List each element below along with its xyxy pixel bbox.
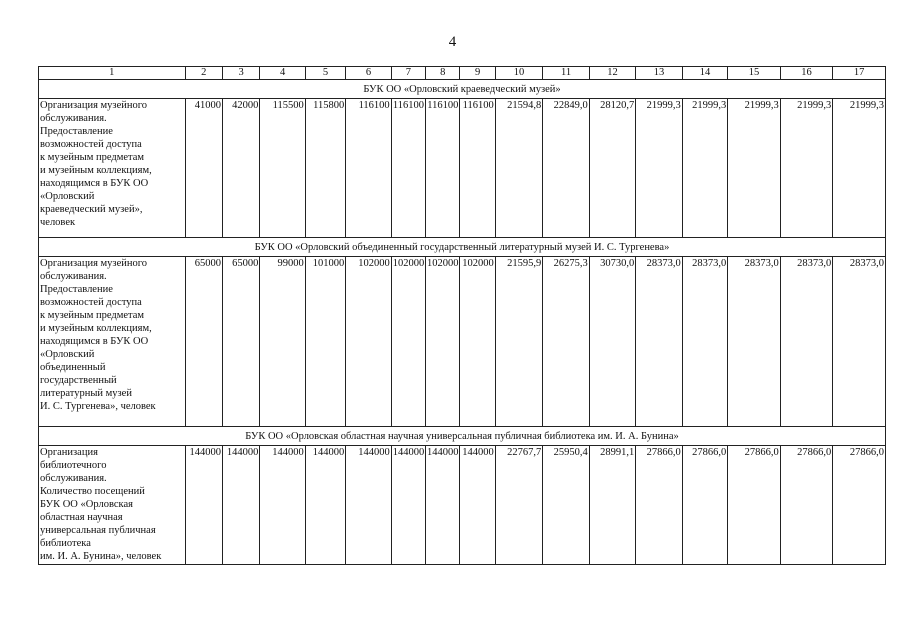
value-cell: 65000 — [222, 257, 259, 427]
description-line: возможностей доступа — [40, 139, 142, 150]
description-line: государственный — [40, 375, 117, 386]
description-line: И. С. Тургенева», человек — [40, 401, 156, 412]
value-cell: 144000 — [346, 446, 391, 565]
header-cell: 9 — [460, 67, 495, 80]
value-cell: 144000 — [426, 446, 460, 565]
value-cell: 26275,3 — [543, 257, 589, 427]
description-line: областная научная — [40, 512, 123, 523]
description-line: и музейным коллекциям, — [40, 323, 152, 334]
description-line: универсальная публичная — [40, 525, 156, 536]
value-cell: 41000 — [185, 99, 222, 238]
section-title: БУК ОО «Орловский краеведческий музей» — [39, 80, 886, 99]
value-cell: 28120,7 — [589, 99, 635, 238]
value-cell: 21999,3 — [728, 99, 781, 238]
value-cell: 28373,0 — [728, 257, 781, 427]
description-line: находящимся в БУК ОО — [40, 336, 149, 347]
section-title: БУК ОО «Орловская областная научная универсальная публичная библиотека им. И. А. Бунина» — [39, 427, 886, 446]
header-cell: 11 — [543, 67, 589, 80]
data-row — [39, 99, 886, 238]
indicator-description — [39, 257, 186, 427]
description-line: к музейным предметам — [40, 152, 145, 163]
value-cell: 144000 — [260, 446, 305, 565]
value-cell: 116100 — [391, 99, 425, 238]
description-line: Предоставление — [40, 284, 113, 295]
value-cell: 21999,3 — [682, 99, 727, 238]
section-title-row — [39, 238, 886, 257]
value-cell: 115500 — [260, 99, 305, 238]
value-cell: 144000 — [222, 446, 259, 565]
description-line: краеведческий музей», — [40, 204, 143, 215]
value-cell: 21999,3 — [780, 99, 833, 238]
header-cell: 15 — [728, 67, 781, 80]
description-line: объединенный — [40, 362, 106, 373]
description-line: обслуживания. — [40, 473, 107, 484]
value-cell: 27866,0 — [780, 446, 833, 565]
indicators-table — [38, 66, 886, 565]
data-row — [39, 257, 886, 427]
description-line: библиотека — [40, 538, 91, 549]
header-cell: 2 — [185, 67, 222, 80]
value-cell: 21595,9 — [495, 257, 543, 427]
description-line: обслуживания. — [40, 271, 107, 282]
header-cell: 4 — [260, 67, 305, 80]
value-cell: 144000 — [305, 446, 345, 565]
value-cell: 27866,0 — [833, 446, 886, 565]
description-line: библиотечного — [40, 460, 107, 471]
description-line: находящимся в БУК ОО — [40, 178, 149, 189]
value-cell: 116100 — [460, 99, 495, 238]
description-line: им. И. А. Бунина», человек — [40, 551, 162, 562]
header-cell: 8 — [426, 67, 460, 80]
data-row — [39, 446, 886, 565]
value-cell: 28373,0 — [636, 257, 682, 427]
value-cell: 22767,7 — [495, 446, 543, 565]
value-cell: 102000 — [391, 257, 425, 427]
header-cell: 1 — [39, 67, 186, 80]
header-cell: 6 — [346, 67, 391, 80]
section-title-row — [39, 80, 886, 99]
indicator-description — [39, 99, 186, 238]
value-cell: 22849,0 — [543, 99, 589, 238]
header-cell: 16 — [780, 67, 833, 80]
value-cell: 30730,0 — [589, 257, 635, 427]
section-title: БУК ОО «Орловский объединенный государственный литературный музей И. С. Тургенева» — [39, 238, 886, 257]
description-line: БУК ОО «Орловская — [40, 499, 133, 510]
header-cell: 14 — [682, 67, 727, 80]
value-cell: 28373,0 — [682, 257, 727, 427]
header-cell: 17 — [833, 67, 886, 80]
value-cell: 27866,0 — [682, 446, 727, 565]
value-cell: 101000 — [305, 257, 345, 427]
header-cell: 5 — [305, 67, 345, 80]
value-cell: 21999,3 — [833, 99, 886, 238]
value-cell: 28373,0 — [780, 257, 833, 427]
description-line: «Орловский — [40, 349, 95, 360]
header-cell: 7 — [391, 67, 425, 80]
value-cell: 21594,8 — [495, 99, 543, 238]
value-cell: 102000 — [460, 257, 495, 427]
page-number: 4 — [448, 34, 457, 50]
value-cell: 28991,1 — [589, 446, 635, 565]
value-cell: 25950,4 — [543, 446, 589, 565]
value-cell: 116100 — [346, 99, 391, 238]
section-title-row — [39, 427, 886, 446]
description-line: Количество посещений — [40, 486, 145, 497]
description-line: Организация музейного — [40, 258, 148, 269]
value-cell: 27866,0 — [728, 446, 781, 565]
indicator-description — [39, 446, 186, 565]
value-cell: 99000 — [260, 257, 305, 427]
header-cell: 12 — [589, 67, 635, 80]
description-line: Организация музейного — [40, 100, 148, 111]
value-cell: 102000 — [346, 257, 391, 427]
header-row — [39, 67, 886, 80]
value-cell: 116100 — [426, 99, 460, 238]
value-cell: 42000 — [222, 99, 259, 238]
description-line: человек — [40, 217, 76, 228]
value-cell: 27866,0 — [636, 446, 682, 565]
header-cell: 13 — [636, 67, 682, 80]
description-line: литературный музей — [40, 388, 132, 399]
value-cell: 65000 — [185, 257, 222, 427]
description-line: обслуживания. — [40, 113, 107, 124]
description-line: и музейным коллекциям, — [40, 165, 152, 176]
description-line: к музейным предметам — [40, 310, 145, 321]
value-cell: 144000 — [460, 446, 495, 565]
header-cell: 3 — [222, 67, 259, 80]
header-cell: 10 — [495, 67, 543, 80]
value-cell: 28373,0 — [833, 257, 886, 427]
value-cell: 144000 — [391, 446, 425, 565]
value-cell: 102000 — [426, 257, 460, 427]
description-line: Организация — [40, 447, 98, 458]
description-line: Предоставление — [40, 126, 113, 137]
value-cell: 21999,3 — [636, 99, 682, 238]
value-cell: 144000 — [185, 446, 222, 565]
description-line: возможностей доступа — [40, 297, 142, 308]
description-line: «Орловский — [40, 191, 95, 202]
value-cell: 115800 — [305, 99, 345, 238]
